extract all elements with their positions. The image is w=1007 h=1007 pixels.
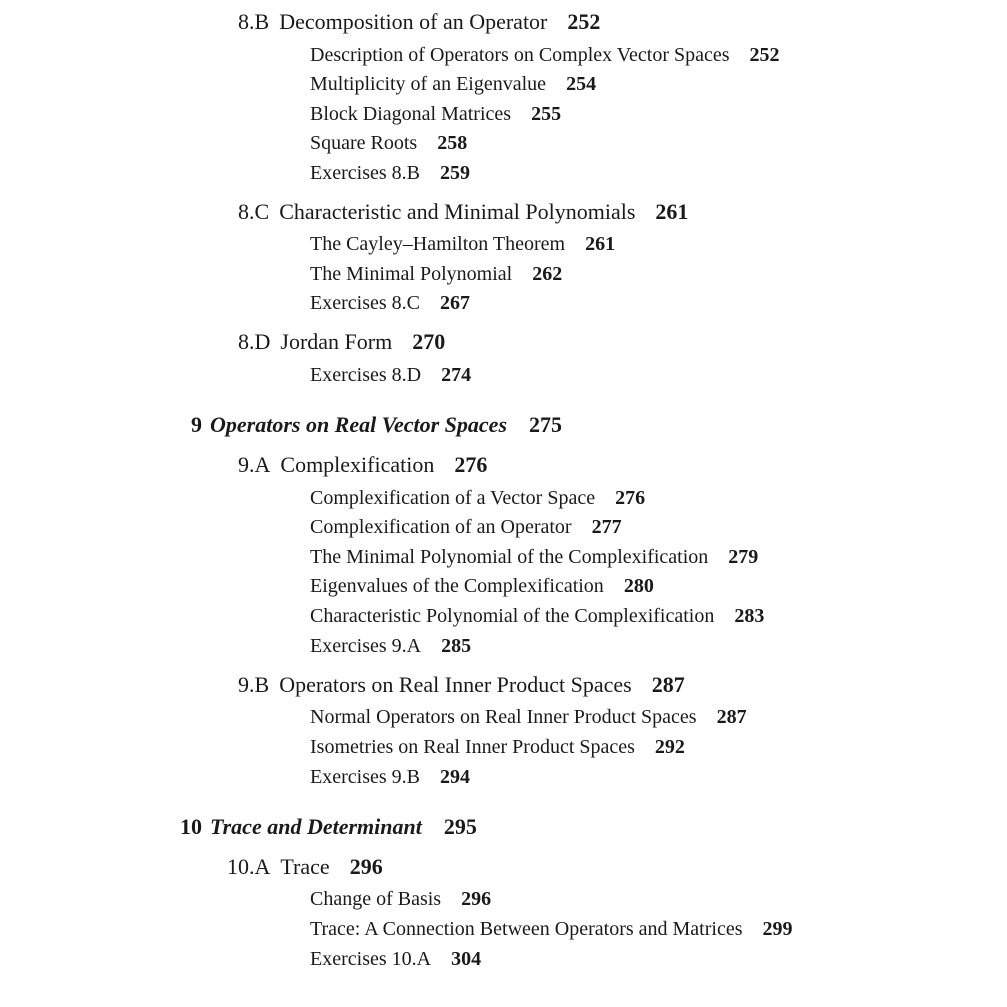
page-number: 254 [566,73,597,95]
subsection-title: Exercises 8.C [310,292,420,314]
page-number: 304 [451,948,482,970]
subsection-title: Trace: A Connection Between Operators and Matrices [310,918,743,940]
page-number: 296 [461,888,492,910]
toc-chapter-10[interactable] [180,816,477,838]
page-number: 299 [762,918,793,940]
page-number: 287 [651,672,685,697]
toc-subsection[interactable] [310,488,645,508]
subsection-title: Eigenvalues of the Complexification [310,575,604,597]
toc-subsection[interactable] [310,606,764,626]
subsection-title: The Minimal Polynomial [310,263,513,285]
toc-subsection[interactable] [310,365,471,385]
section-number: 9.A [238,452,271,477]
section-number: 8.C [238,199,270,224]
subsection-title: Characteristic Polynomial of the Complexification [310,605,715,627]
toc-subsection[interactable] [310,767,470,787]
section-title: Jordan Form [280,329,393,354]
page-number: 252 [567,9,601,34]
section-number: 9.B [238,672,270,697]
subsection-title: Isometries on Real Inner Product Spaces [310,736,635,758]
page-number: 274 [441,364,472,386]
subsection-title: The Minimal Polynomial of the Complexification [310,546,709,568]
subsection-title: Normal Operators on Real Inner Product Spaces [310,706,697,728]
page-number: 292 [654,736,685,758]
toc-subsection[interactable] [310,104,561,124]
section-title: Complexification [280,452,435,477]
subsection-title: Block Diagonal Matrices [310,103,512,125]
toc-chapter-9[interactable] [191,414,562,436]
subsection-title: Description of Operators on Complex Vector Spaces [310,44,730,66]
page-number: 276 [615,487,646,509]
toc-subsection[interactable] [310,264,562,284]
toc-section-9a[interactable] [238,454,487,476]
page-number: 261 [655,199,689,224]
toc-subsection[interactable] [310,889,491,909]
toc-subsection[interactable] [310,547,758,567]
subsection-title: Exercises 9.B [310,766,420,788]
page-number: 277 [591,516,622,538]
page-number: 270 [412,329,446,354]
toc-subsection[interactable] [310,133,467,153]
subsection-title: Exercises 9.A [310,635,422,657]
toc-section-8c[interactable] [238,201,688,223]
page-number: 279 [728,546,759,568]
page-number: 262 [532,263,563,285]
subsection-title: Exercises 8.B [310,162,420,184]
page-number: 275 [529,412,562,437]
toc-subsection[interactable] [310,293,470,313]
toc-section-8d[interactable] [238,331,445,353]
subsection-title: Multiplicity of an Eigenvalue [310,73,547,95]
section-number: 10.A [227,854,271,879]
toc-subsection[interactable] [310,163,470,183]
page-number: 261 [585,233,616,255]
page-number: 280 [623,575,654,597]
subsection-title: Square Roots [310,132,418,154]
toc-subsection[interactable] [310,517,622,537]
page-number: 294 [439,766,470,788]
subsection-title: Exercises 8.D [310,364,422,386]
chapter-number: 10 [180,814,202,839]
page-number: 287 [716,706,747,728]
toc-subsection[interactable] [310,636,471,656]
chapter-title: Trace and Determinant [210,814,422,839]
page-number: 285 [441,635,472,657]
section-number: 8.D [238,329,271,354]
page-number: 259 [439,162,470,184]
page-number: 296 [349,854,383,879]
toc-subsection[interactable] [310,45,780,65]
toc-subsection[interactable] [310,707,747,727]
page-number: 295 [443,814,477,839]
page-number: 267 [439,292,470,314]
toc-section-8b[interactable] [238,11,600,33]
subsection-title: Exercises 10.A [310,948,432,970]
toc-subsection[interactable] [310,576,654,596]
toc-section-9b[interactable] [238,674,685,696]
chapter-title: Operators on Real Vector Spaces [210,412,507,437]
section-title: Decomposition of an Operator [279,9,548,34]
subsection-title: The Cayley–Hamilton Theorem [310,233,566,255]
section-title: Trace [280,854,330,879]
section-title: Characteristic and Minimal Polynomials [279,199,636,224]
section-number: 8.B [238,9,270,34]
chapter-number: 9 [191,412,202,437]
page-number: 283 [734,605,765,627]
subsection-title: Change of Basis [310,888,442,910]
page-number: 255 [531,103,562,125]
toc-subsection[interactable] [310,737,685,757]
toc-subsection[interactable] [310,949,481,969]
page-number: 276 [454,452,488,477]
subsection-title: Complexification of an Operator [310,516,572,538]
toc-subsection[interactable] [310,919,792,939]
page-number: 258 [437,132,468,154]
toc-section-10a[interactable] [227,856,383,878]
toc-subsection[interactable] [310,74,596,94]
page-number: 252 [749,44,780,66]
subsection-title: Complexification of a Vector Space [310,487,596,509]
section-title: Operators on Real Inner Product Spaces [279,672,632,697]
toc-subsection[interactable] [310,234,615,254]
